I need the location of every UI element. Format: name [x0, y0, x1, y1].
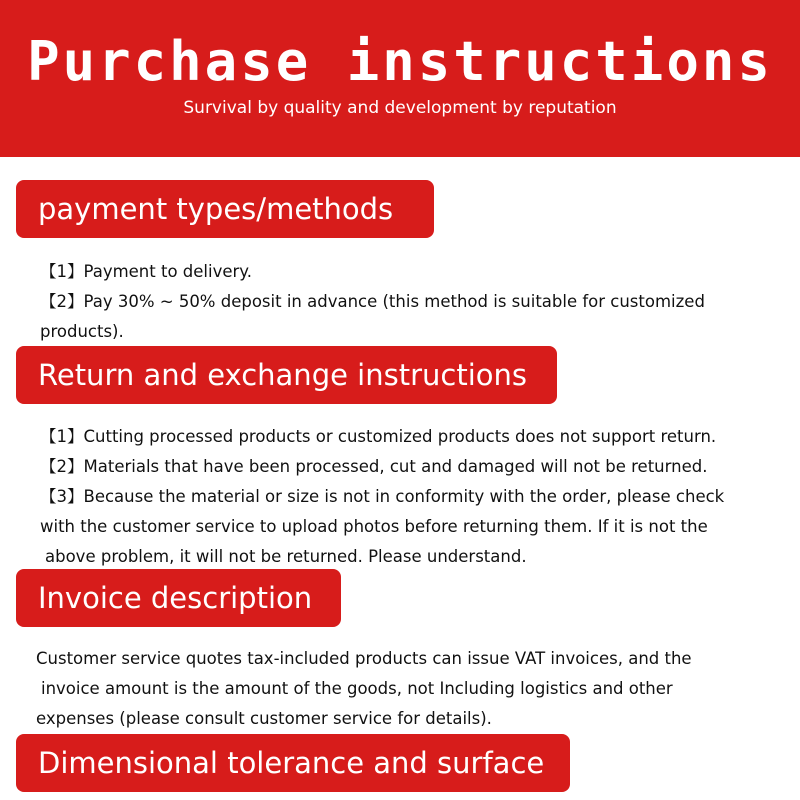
payment-line: 【1】Payment to delivery.: [40, 262, 252, 281]
return-line: 【3】Because the material or size is not in conformity with the order, please check: [40, 487, 725, 506]
return-line: above problem, it will not be returned. Please understand.: [45, 547, 527, 566]
return-line: with the customer service to upload photos before returning them. If it is not the: [40, 517, 708, 536]
invoice-line: expenses (please consult customer service for details).: [36, 709, 492, 728]
invoice-line: Customer service quotes tax-included products can issue VAT invoices, and the: [36, 649, 692, 668]
return-line: 【1】Cutting processed products or customized products does not support return.: [40, 427, 717, 446]
payment-line: products).: [40, 322, 124, 341]
payment-text: [40, 257, 705, 347]
header-banner: [0, 0, 800, 157]
payment-line: 【2】Pay 30% ~ 50% deposit in advance (this method is suitable for customized: [40, 292, 705, 311]
section-heading-dimensional: Dimensional tolerance and surface: [16, 734, 570, 792]
page-title: Purchase instructions: [27, 30, 773, 93]
section-heading-payment: payment types/methods: [16, 180, 434, 238]
return-text: [40, 422, 724, 572]
page-subtitle: Survival by quality and development by reputation: [183, 98, 617, 118]
return-line: 【2】Materials that have been processed, cut and damaged will not be returned.: [40, 457, 708, 476]
invoice-text: [36, 644, 692, 734]
invoice-line: invoice amount is the amount of the goods, not Including logistics and other: [41, 679, 673, 698]
section-heading-invoice: Invoice description: [16, 569, 341, 627]
section-heading-return: Return and exchange instructions: [16, 346, 557, 404]
